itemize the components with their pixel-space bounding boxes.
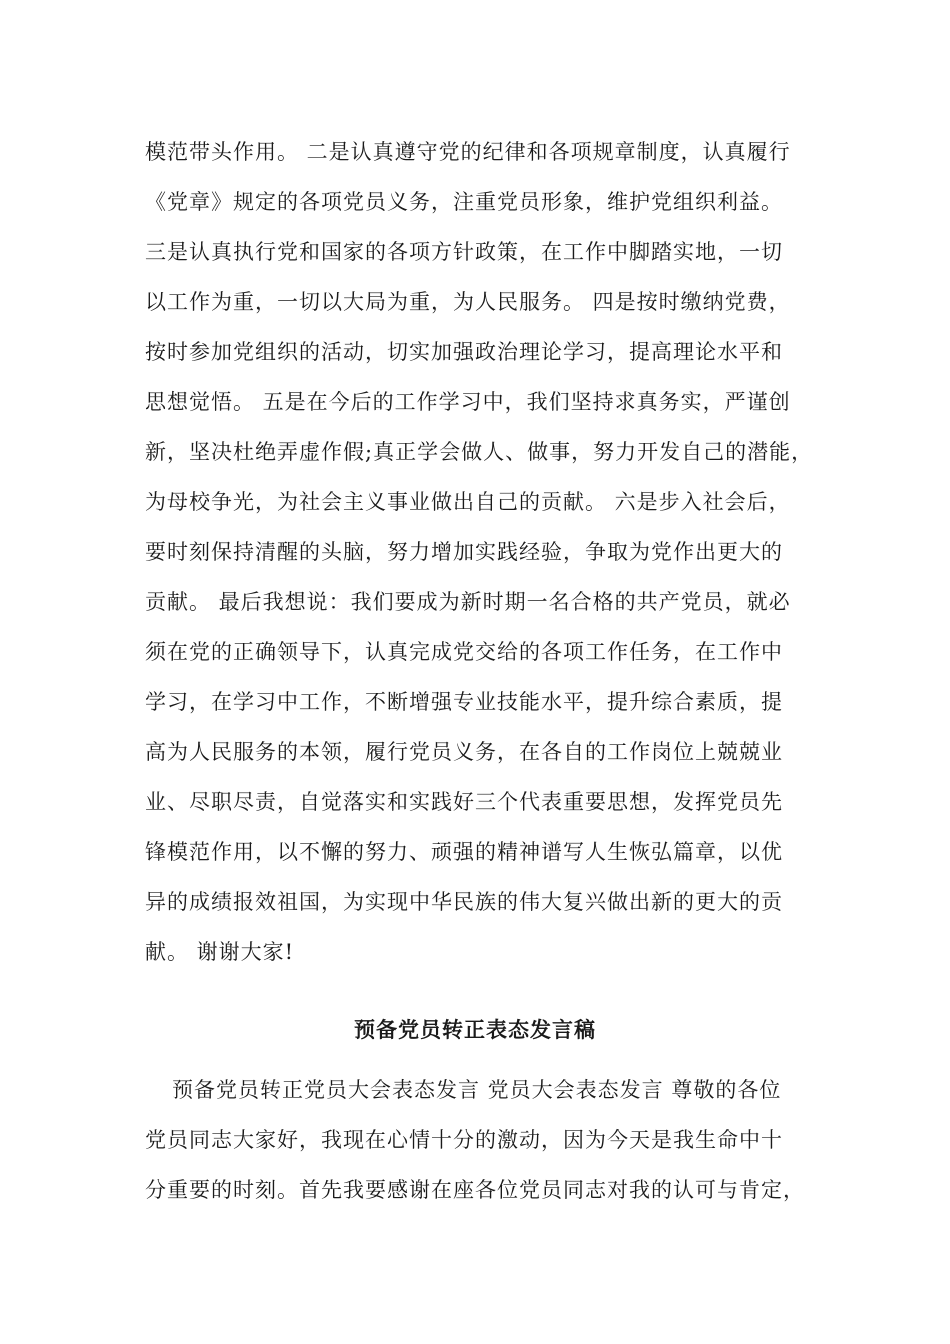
text-line: 业、尽职尽责，自觉落实和实践好三个代表重要思想，发挥党员先 [145,790,783,814]
text-line: 献。 谢谢大家! [145,940,295,964]
text-line: 要时刻保持清醒的头脑，努力增加实践经验，争取为党作出更大的 [145,540,783,564]
text-line: 预备党员转正党员大会表态发言 党员大会表态发言 尊敬的各位 [172,1078,782,1102]
text-line: 为母校争光，为社会主义事业做出自己的贡献。 六是步入社会后， [145,490,791,514]
text-line: 须在党的正确领导下，认真完成党交给的各项工作任务，在工作中 [145,640,783,664]
text-line: 思想觉悟。 五是在今后的工作学习中，我们坚持求真务实，严谨创 [145,390,791,414]
text-line: 异的成绩报效祖国，为实现中华民族的伟大复兴做出新的更大的贡 [145,890,783,914]
text-line: 党员同志大家好，我现在心情十分的激动，因为今天是我生命中十 [145,1128,783,1152]
text-line: 新，坚决杜绝弄虚作假;真正学会做人、做事，努力开发自己的潜能， [145,440,814,464]
text-line: 三是认真执行党和国家的各项方针政策，在工作中脚踏实地，一切 [145,240,783,264]
text-line: 按时参加党组织的活动，切实加强政治理论学习，提高理论水平和 [145,340,783,364]
text-line: 学习，在学习中工作，不断增强专业技能水平，提升综合素质，提 [145,690,783,714]
text-line: 锋模范作用，以不懈的努力、顽强的精神谱写人生恢弘篇章，以优 [145,840,783,864]
text-line: 高为人民服务的本领，履行党员义务，在各自的工作岗位上兢兢业 [145,740,783,764]
text-line: 分重要的时刻。首先我要感谢在座各位党员同志对我的认可与肯定， [145,1178,805,1202]
text-line: 以工作为重，一切以大局为重，为人民服务。 四是按时缴纳党费， [145,290,791,314]
section-title: 预备党员转正表态发言稿 [354,1017,596,1042]
text-line: 模范带头作用。 二是认真遵守党的纪律和各项规章制度，认真履行 [145,140,791,164]
text-line: 《党章》规定的各项党员义务，注重党员形象，维护党组织利益。 [145,190,783,214]
text-line: 贡献。 最后我想说：我们要成为新时期一名合格的共产党员，就必 [145,590,791,614]
